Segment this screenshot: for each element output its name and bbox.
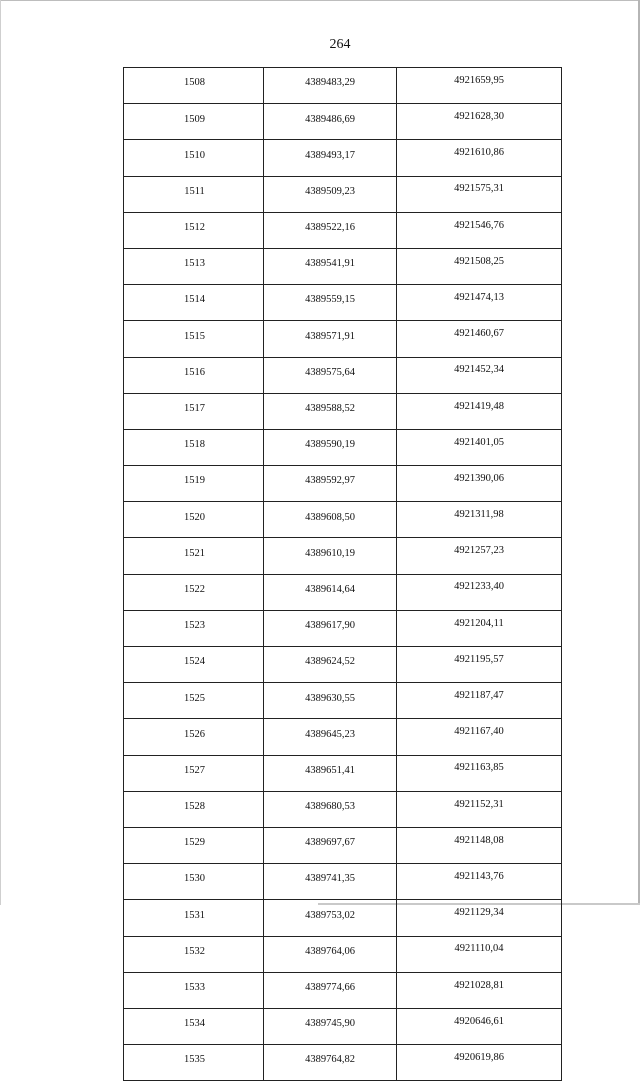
- point-number-cell: 1535: [124, 1045, 264, 1081]
- point-number-cell: 1522: [124, 574, 264, 610]
- x-coordinate-cell: 4389493,17: [264, 140, 397, 176]
- y-coordinate-cell: 4921575,31: [397, 176, 562, 212]
- x-coordinate-cell: 4389486,69: [264, 104, 397, 140]
- point-number-cell: 1516: [124, 357, 264, 393]
- x-coordinate-cell: 4389630,55: [264, 683, 397, 719]
- x-coordinate-cell: 4389753,02: [264, 900, 397, 936]
- x-coordinate-cell: 4389522,16: [264, 212, 397, 248]
- table-row: [124, 248, 562, 284]
- coordinates-table-body: [124, 68, 562, 1081]
- y-coordinate-cell: 4921148,08: [397, 827, 562, 863]
- table-row: [124, 647, 562, 683]
- point-number-cell: 1530: [124, 864, 264, 900]
- y-coordinate-cell: 4921401,05: [397, 429, 562, 465]
- table-row: [124, 683, 562, 719]
- point-number-cell: 1533: [124, 972, 264, 1008]
- table-row: [124, 502, 562, 538]
- point-number-cell: 1520: [124, 502, 264, 538]
- y-coordinate-cell: 4921195,57: [397, 647, 562, 683]
- table-row: [124, 755, 562, 791]
- point-number-cell: 1524: [124, 647, 264, 683]
- point-number-cell: 1534: [124, 1008, 264, 1044]
- x-coordinate-cell: 4389614,64: [264, 574, 397, 610]
- y-coordinate-cell: 4921390,06: [397, 466, 562, 502]
- y-coordinate-cell: 4921546,76: [397, 212, 562, 248]
- point-number-cell: 1532: [124, 936, 264, 972]
- table-row: [124, 321, 562, 357]
- point-number-cell: 1510: [124, 140, 264, 176]
- table-row: [124, 176, 562, 212]
- point-number-cell: 1527: [124, 755, 264, 791]
- x-coordinate-cell: 4389590,19: [264, 429, 397, 465]
- table-row: [124, 429, 562, 465]
- table-row: [124, 104, 562, 140]
- point-number-cell: 1523: [124, 610, 264, 646]
- y-coordinate-cell: 4921110,04: [397, 936, 562, 972]
- point-number-cell: 1515: [124, 321, 264, 357]
- y-coordinate-cell: 4921152,31: [397, 791, 562, 827]
- table-row: [124, 466, 562, 502]
- y-coordinate-cell: 4921311,98: [397, 502, 562, 538]
- y-coordinate-cell: 4921028,81: [397, 972, 562, 1008]
- table-row: [124, 140, 562, 176]
- point-number-cell: 1517: [124, 393, 264, 429]
- x-coordinate-cell: 4389617,90: [264, 610, 397, 646]
- table-row: [124, 357, 562, 393]
- point-number-cell: 1519: [124, 466, 264, 502]
- y-coordinate-cell: 4921204,11: [397, 610, 562, 646]
- table-row: [124, 936, 562, 972]
- table-row: [124, 68, 562, 104]
- x-coordinate-cell: 4389483,29: [264, 68, 397, 104]
- y-coordinate-cell: 4920619,86: [397, 1045, 562, 1081]
- y-coordinate-cell: 4921233,40: [397, 574, 562, 610]
- point-number-cell: 1526: [124, 719, 264, 755]
- x-coordinate-cell: 4389764,82: [264, 1045, 397, 1081]
- x-coordinate-cell: 4389608,50: [264, 502, 397, 538]
- point-number-cell: 1525: [124, 683, 264, 719]
- table-row: [124, 719, 562, 755]
- x-coordinate-cell: 4389610,19: [264, 538, 397, 574]
- y-coordinate-cell: 4921508,25: [397, 248, 562, 284]
- coordinates-table: [123, 67, 562, 1081]
- x-coordinate-cell: 4389575,64: [264, 357, 397, 393]
- table-row: [124, 610, 562, 646]
- x-coordinate-cell: 4389680,53: [264, 791, 397, 827]
- x-coordinate-cell: 4389645,23: [264, 719, 397, 755]
- page-number: 264: [329, 37, 351, 52]
- x-coordinate-cell: 4389745,90: [264, 1008, 397, 1044]
- table-row: [124, 285, 562, 321]
- x-coordinate-cell: 4389588,52: [264, 393, 397, 429]
- table-row: [124, 900, 562, 936]
- x-coordinate-cell: 4389509,23: [264, 176, 397, 212]
- point-number-cell: 1531: [124, 900, 264, 936]
- y-coordinate-cell: 4920646,61: [397, 1008, 562, 1044]
- point-number-cell: 1512: [124, 212, 264, 248]
- table-row: [124, 574, 562, 610]
- table-row: [124, 1045, 562, 1081]
- point-number-cell: 1511: [124, 176, 264, 212]
- x-coordinate-cell: 4389592,97: [264, 466, 397, 502]
- x-coordinate-cell: 4389741,35: [264, 864, 397, 900]
- table-row: [124, 791, 562, 827]
- table-row: [124, 1008, 562, 1044]
- y-coordinate-cell: 4921419,48: [397, 393, 562, 429]
- table-row: [124, 972, 562, 1008]
- point-number-cell: 1518: [124, 429, 264, 465]
- y-coordinate-cell: 4921129,34: [397, 900, 562, 936]
- y-coordinate-cell: 4921474,13: [397, 285, 562, 321]
- y-coordinate-cell: 4921452,34: [397, 357, 562, 393]
- table-row: [124, 538, 562, 574]
- x-coordinate-cell: 4389774,66: [264, 972, 397, 1008]
- table-row: [124, 864, 562, 900]
- x-coordinate-cell: 4389559,15: [264, 285, 397, 321]
- y-coordinate-cell: 4921143,76: [397, 864, 562, 900]
- y-coordinate-cell: 4921628,30: [397, 104, 562, 140]
- x-coordinate-cell: 4389764,06: [264, 936, 397, 972]
- x-coordinate-cell: 4389624,52: [264, 647, 397, 683]
- y-coordinate-cell: 4921610,86: [397, 140, 562, 176]
- point-number-cell: 1513: [124, 248, 264, 284]
- x-coordinate-cell: 4389697,67: [264, 827, 397, 863]
- table-row: [124, 827, 562, 863]
- point-number-cell: 1514: [124, 285, 264, 321]
- table-row: [124, 393, 562, 429]
- y-coordinate-cell: 4921187,47: [397, 683, 562, 719]
- table-row: [124, 212, 562, 248]
- y-coordinate-cell: 4921163,85: [397, 755, 562, 791]
- scan-edge-top: [0, 0, 640, 1]
- point-number-cell: 1529: [124, 827, 264, 863]
- scan-edge-left: [0, 0, 1, 905]
- y-coordinate-cell: 4921167,40: [397, 719, 562, 755]
- x-coordinate-cell: 4389651,41: [264, 755, 397, 791]
- point-number-cell: 1508: [124, 68, 264, 104]
- y-coordinate-cell: 4921257,23: [397, 538, 562, 574]
- point-number-cell: 1509: [124, 104, 264, 140]
- y-coordinate-cell: 4921659,95: [397, 68, 562, 104]
- y-coordinate-cell: 4921460,67: [397, 321, 562, 357]
- point-number-cell: 1528: [124, 791, 264, 827]
- point-number-cell: 1521: [124, 538, 264, 574]
- x-coordinate-cell: 4389541,91: [264, 248, 397, 284]
- x-coordinate-cell: 4389571,91: [264, 321, 397, 357]
